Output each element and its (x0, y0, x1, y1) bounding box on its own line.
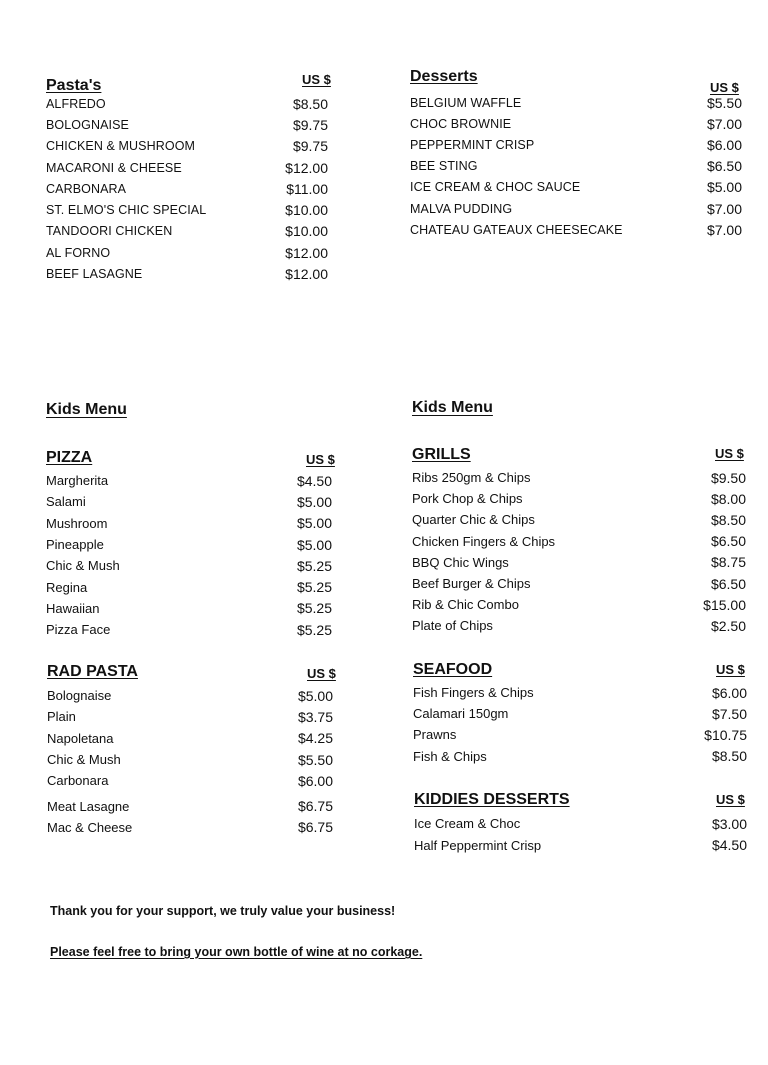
pastas-list (46, 93, 328, 285)
menu-item-name: PEPPERMINT CRISP (410, 137, 535, 152)
menu-item-row (412, 594, 746, 615)
menu-item-price: $6.75 (297, 819, 333, 836)
menu-item-price: $6.50 (710, 533, 746, 550)
menu-item-name: BBQ Chic Wings (412, 554, 509, 570)
menu-item-row (47, 728, 333, 749)
menu-item-row (46, 534, 332, 555)
menu-item-name: BEEF LASAGNE (46, 267, 143, 282)
menu-item-price: $5.00 (296, 515, 332, 532)
menu-item-price: $8.50 (711, 748, 747, 765)
rad-pasta-heading: RAD PASTA (47, 663, 138, 680)
menu-item-price: $9.50 (710, 469, 746, 486)
menu-item-price: $7.50 (711, 705, 747, 722)
menu-item-name: Beef Burger & Chips (412, 576, 531, 592)
menu-item-row (46, 242, 328, 263)
menu-item-price: $15.00 (703, 596, 746, 613)
menu-item-row (412, 531, 746, 552)
menu-item-row (46, 598, 332, 619)
desserts-currency-header: US $ (710, 80, 739, 95)
menu-item-row (46, 619, 332, 640)
grills-currency-header: US $ (715, 446, 744, 461)
menu-item-row (413, 746, 747, 767)
grills-list (412, 467, 746, 637)
menu-item-row (413, 682, 747, 703)
menu-item-price: $8.75 (710, 554, 746, 571)
menu-item-name: CHATEAU GATEAUX CHEESECAKE (410, 222, 623, 237)
menu-item-name: Fish Fingers & Chips (413, 685, 534, 701)
menu-item-name: BOLOGNAISE (46, 117, 129, 132)
menu-item-row (412, 615, 746, 636)
menu-item-name: Rib & Chic Combo (412, 597, 519, 613)
seafood-heading: SEAFOOD (413, 661, 493, 678)
pastas-currency-header: US $ (302, 72, 331, 87)
menu-item-name: Pizza Face (46, 622, 111, 638)
menu-item-row (46, 114, 328, 135)
menu-item-price: $8.50 (292, 95, 328, 112)
menu-item-row (412, 552, 746, 573)
menu-item-name: Chicken Fingers & Chips (412, 533, 556, 549)
menu-item-row (47, 706, 333, 727)
menu-item-name: BELGIUM WAFFLE (410, 95, 522, 110)
menu-item-name: MALVA PUDDING (410, 201, 513, 216)
menu-item-name: Napoletana (47, 730, 114, 746)
menu-item-price: $5.50 (297, 751, 333, 768)
menu-item-price: $12.00 (285, 266, 328, 283)
menu-item-name: CHOC BROWNIE (410, 116, 512, 131)
menu-item-row (410, 219, 742, 240)
seafood-list (413, 682, 747, 767)
menu-item-name: Pork Chop & Chips (412, 491, 523, 507)
menu-item-price: $12.00 (285, 159, 328, 176)
menu-item-name: Mushroom (46, 515, 108, 531)
kids-menu-title-left: Kids Menu (46, 401, 127, 418)
menu-item-row (410, 134, 742, 155)
menu-item-price: $6.50 (710, 575, 746, 592)
pizza-heading: PIZZA (46, 449, 93, 466)
rad-pasta-currency-header: US $ (307, 666, 336, 681)
menu-item-name: Regina (46, 579, 88, 595)
menu-item-price: $6.00 (706, 136, 742, 153)
menu-item-row (46, 576, 332, 597)
menu-item-name: Pineapple (46, 537, 104, 553)
desserts-list (410, 92, 742, 240)
menu-item-price: $5.25 (296, 579, 332, 596)
menu-item-row (410, 113, 742, 134)
menu-item-price: $5.25 (296, 557, 332, 574)
menu-item-row (410, 156, 742, 177)
grills-heading: GRILLS (412, 446, 471, 463)
menu-item-row (412, 467, 746, 488)
menu-item-name: Prawns (413, 727, 457, 743)
menu-item-name: Plate of Chips (412, 618, 493, 634)
kiddies-desserts-list (414, 813, 747, 856)
menu-item-price: $2.50 (710, 617, 746, 634)
menu-item-price: $12.00 (285, 244, 328, 261)
menu-item-price: $5.50 (706, 94, 742, 111)
menu-item-price: $6.75 (297, 798, 333, 815)
menu-item-name: ICE CREAM & CHOC SAUCE (410, 180, 581, 195)
menu-item-name: Calamari 150gm (413, 706, 509, 722)
menu-item-row (47, 749, 333, 770)
menu-item-row (46, 491, 332, 512)
menu-item-row (46, 470, 332, 491)
menu-item-row (47, 817, 333, 838)
menu-item-row (47, 685, 333, 706)
menu-item-name: CARBONARA (46, 181, 127, 196)
kiddies-desserts-currency-header: US $ (716, 792, 745, 807)
menu-item-name: Salami (46, 494, 86, 510)
menu-item-name: Fish & Chips (413, 748, 487, 764)
menu-item-row (47, 770, 333, 791)
menu-item-price: $5.00 (297, 687, 333, 704)
menu-item-price: $4.25 (297, 730, 333, 747)
menu-item-price: $5.00 (706, 179, 742, 196)
pastas-heading: Pasta's (46, 77, 102, 94)
menu-item-price: $5.25 (296, 600, 332, 617)
menu-item-price: $10.00 (285, 202, 328, 219)
menu-item-row (410, 198, 742, 219)
menu-item-name: Chic & Mush (46, 558, 120, 574)
menu-item-row (46, 263, 328, 284)
kiddies-desserts-heading: KIDDIES DESSERTS (414, 791, 570, 808)
menu-item-name: Margherita (46, 473, 109, 489)
menu-item-name: CHICKEN & MUSHROOM (46, 139, 196, 154)
menu-item-row (46, 513, 332, 534)
menu-item-row (410, 177, 742, 198)
menu-item-row (414, 813, 747, 835)
menu-item-name: Bolognaise (47, 688, 112, 704)
menu-item-name: Hawaiian (46, 600, 100, 616)
menu-item-row (47, 795, 333, 816)
menu-item-price: $6.00 (297, 772, 333, 789)
menu-item-name: BEE STING (410, 159, 478, 174)
menu-item-name: Mac & Cheese (47, 819, 133, 835)
menu-item-name: Plain (47, 709, 76, 725)
seafood-currency-header: US $ (716, 662, 745, 677)
thank-you-note: Thank you for your support, we truly value your business! (50, 904, 396, 918)
menu-item-name: TANDOORI CHICKEN (46, 224, 173, 239)
menu-item-row (46, 555, 332, 576)
menu-item-row (413, 703, 747, 724)
menu-item-row (412, 573, 746, 594)
menu-item-price: $7.00 (706, 115, 742, 132)
menu-item-row (412, 509, 746, 530)
menu-item-name: Chic & Mush (47, 752, 121, 768)
menu-item-price: $9.75 (292, 138, 328, 155)
menu-item-price: $7.00 (706, 221, 742, 238)
menu-item-row (46, 157, 328, 178)
menu-item-row (413, 724, 747, 745)
menu-item-price: $6.50 (706, 158, 742, 175)
menu-item-row (46, 93, 328, 114)
menu-item-price: $11.00 (286, 180, 328, 197)
menu-item-price: $4.50 (296, 472, 332, 489)
kids-menu-title-right: Kids Menu (412, 399, 493, 416)
menu-item-name: ALFREDO (46, 96, 106, 111)
desserts-heading: Desserts (410, 68, 478, 85)
rad-pasta-list (47, 685, 333, 838)
menu-item-price: $7.00 (706, 200, 742, 217)
menu-item-price: $3.75 (297, 708, 333, 725)
menu-item-name: Ribs 250gm & Chips (412, 470, 531, 486)
menu-item-price: $6.00 (711, 684, 747, 701)
menu-item-name: MACARONI & CHEESE (46, 160, 182, 175)
menu-item-name: Meat Lasagne (47, 798, 130, 814)
menu-item-price: $5.25 (296, 621, 332, 638)
menu-item-price: $5.00 (296, 493, 332, 510)
menu-item-price: $8.00 (710, 490, 746, 507)
menu-item-name: Ice Cream & Choc (414, 816, 521, 832)
corkage-note: Please feel free to bring your own bottle of wine at no corkage. (50, 945, 423, 959)
menu-item-name: Half Peppermint Crisp (414, 837, 542, 853)
menu-item-price: $9.75 (292, 116, 328, 133)
menu-item-name: Quarter Chic & Chips (412, 512, 535, 528)
menu-item-row (414, 835, 747, 857)
menu-item-price: $3.00 (711, 815, 747, 832)
menu-item-row (46, 199, 328, 220)
menu-item-price: $5.00 (296, 536, 332, 553)
pizza-list (46, 470, 332, 640)
menu-item-price: $10.75 (704, 726, 747, 743)
menu-item-row (46, 178, 328, 199)
menu-item-price: $10.00 (285, 223, 328, 240)
menu-item-name: Carbonara (47, 773, 109, 789)
menu-item-row (46, 221, 328, 242)
pizza-currency-header: US $ (306, 452, 335, 467)
menu-item-row (412, 488, 746, 509)
menu-item-row (410, 92, 742, 113)
menu-item-name: ST. ELMO'S CHIC SPECIAL (46, 203, 207, 218)
menu-item-name: AL FORNO (46, 245, 111, 260)
menu-item-price: $8.50 (710, 511, 746, 528)
menu-item-row (46, 136, 328, 157)
menu-item-price: $4.50 (711, 837, 747, 854)
